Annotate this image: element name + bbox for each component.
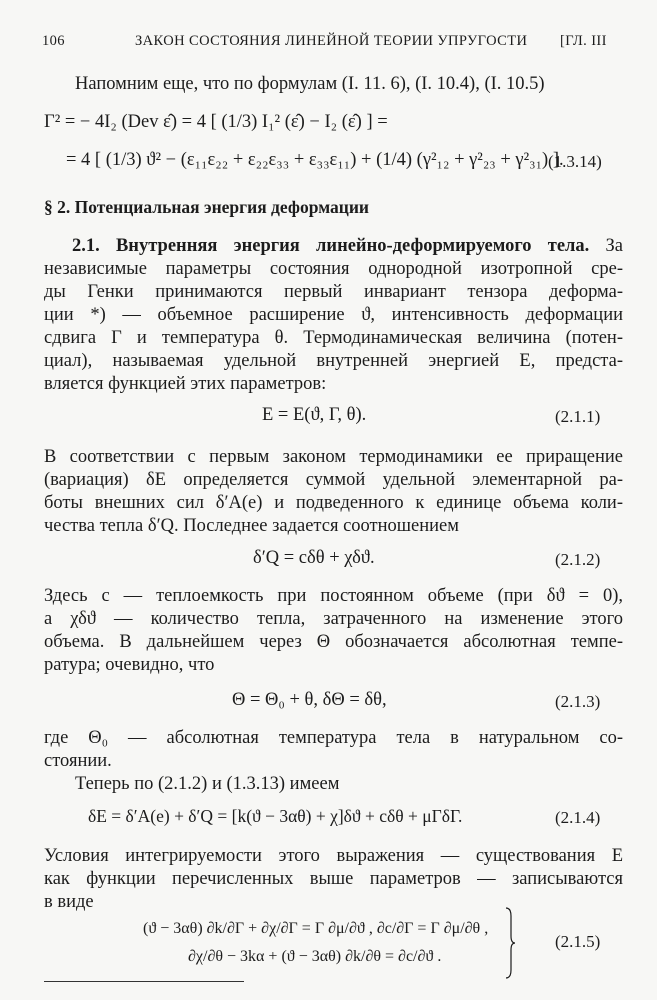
equation-2-1-4: δE = δ′A(e) + δ′Q = [k(ϑ − 3αθ) + χ]δϑ + cδθ + μΓδΓ.: [88, 806, 463, 826]
subsection-first-line-tail: За: [605, 236, 623, 256]
chapter-marker: [ГЛ. III: [560, 33, 607, 49]
paragraph-line: как функции перечисленных выше параметров — записываются: [44, 869, 623, 889]
equation-number-2-1-4: (2.1.4): [555, 808, 601, 827]
equation-2-1-5-row1: (ϑ − 3αθ) ∂k/∂Γ + ∂χ/∂Γ = Γ ∂μ/∂ϑ , ∂c/∂Γ = Γ ∂μ/∂θ ,: [143, 920, 489, 937]
paragraph-line: В соответствии с первым законом термодинамики ее приращение: [44, 447, 623, 467]
footnote-rule: [44, 981, 244, 982]
equation-number-2-1-3: (2.1.3): [555, 692, 601, 711]
right-brace: [505, 906, 515, 980]
section-heading: § 2. Потенциальная энергия деформации: [44, 197, 369, 217]
equation-2-1-2: δ′Q = cδθ + χδϑ.: [253, 548, 375, 568]
paragraph-line: вляется функцией этих параметров:: [44, 374, 327, 394]
paragraph-line: ды Генки принимаются первый инвариант тензора деформа-: [44, 282, 623, 302]
paragraph-line: Условия интегрируемости этого выражения — существования E: [44, 846, 623, 866]
paragraph-line: циал), называемая удельной внутренней энергией E, предста-: [44, 351, 623, 371]
intro-line: Напомним еще, что по формулам (I. 11. 6), (I. 10.4), (I. 10.5): [75, 74, 545, 94]
paragraph-line: объема. В дальнейшем через Θ обозначается абсолютная темпе-: [44, 632, 623, 652]
equation-number-2-1-1: (2.1.1): [555, 407, 601, 426]
equation-2-1-3: Θ = Θ₀ + θ, δΘ = δθ,: [232, 690, 387, 710]
equation-1-3-14-line1: Γ² = − 4I₂ (Dev ε̂) = 4 [ (1/3) I₁² (ε̂) − I₂ (ε̂) ] =: [44, 112, 388, 132]
paragraph-line: сдвига Γ и температура θ. Термодинамическая величина (потен-: [44, 328, 623, 348]
paragraph-line: ции *) — объемное расширение ϑ, интенсивность деформации: [44, 305, 623, 325]
equation-number-1-3-14: (1.3.14): [548, 152, 602, 171]
paragraph-line: Теперь по (2.1.2) и (1.3.13) имеем: [75, 774, 340, 794]
running-title: ЗАКОН СОСТОЯНИЯ ЛИНЕЙНОЙ ТЕОРИИ УПРУГОСТИ: [135, 33, 528, 49]
subsection-title: 2.1. Внутренняя энергия линейно-деформируемого тела.: [72, 236, 590, 256]
subsection-first-line: [44, 235, 623, 258]
paragraph-line: в виде: [44, 892, 94, 912]
paragraph-line: независимые параметры состояния однородной изотропной сре-: [44, 259, 623, 279]
equation-2-1-5-row2: ∂χ/∂θ − 3kα + (ϑ − 3αθ) ∂k/∂θ = ∂c/∂ϑ .: [188, 948, 442, 965]
equation-number-2-1-5: (2.1.5): [555, 932, 601, 951]
paragraph-line: стоянии.: [44, 751, 112, 771]
equation-1-3-14-line2: = 4 [ (1/3) ϑ² − (ε₁₁ε₂₂ + ε₂₂ε₃₃ + ε₃₃ε₁₁) + (1/4) (γ²₁₂ + γ²₂₃ + γ²₃₁) ].: [66, 150, 564, 170]
page-number: 106: [42, 33, 65, 49]
paragraph-line: Здесь c — теплоемкость при постоянном объеме (при δϑ = 0),: [44, 586, 623, 606]
paragraph-line: ратура; очевидно, что: [44, 655, 215, 675]
paragraph-line: (вариация) δE определяется суммой удельной элементарной ра-: [44, 470, 623, 490]
equation-2-1-1: E = E(ϑ, Γ, θ).: [262, 405, 367, 425]
paragraph-line: чества тепла δ′Q. Последнее задается соотношением: [44, 516, 459, 536]
paragraph-line: где Θ₀ — абсолютная температура тела в натуральном со-: [44, 728, 623, 748]
paragraph-line: боты внешних сил δ′A(e) и подведенного к единице объема коли-: [44, 493, 623, 513]
paragraph-line: а χδϑ — количество тепла, затраченного на изменение этого: [44, 609, 623, 629]
equation-number-2-1-2: (2.1.2): [555, 550, 601, 569]
